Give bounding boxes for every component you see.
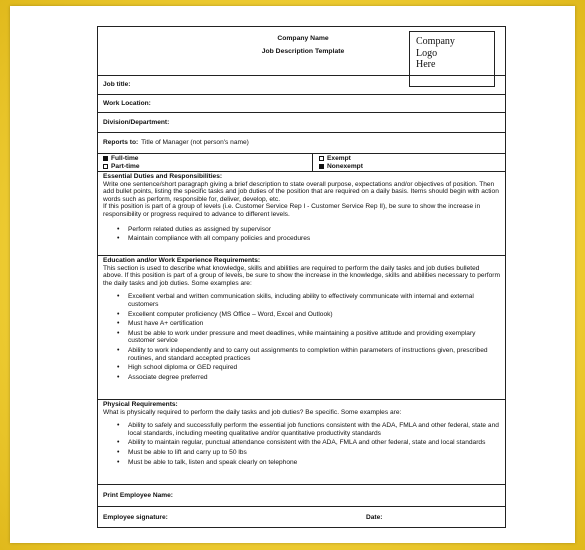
education-section [98,255,505,399]
nonexempt-option[interactable] [319,163,363,171]
education-list [103,293,500,381]
division-label: Division/Department: [103,118,170,126]
employment-type-row [98,153,505,171]
job-title-label: Job title: [103,81,131,89]
list-item: • Excellent verbal and written communication skills, including ability to effectively communicate with internal and external customers [127,293,500,308]
job-description-form [97,26,506,528]
physical-body: What is physically required to perform the daily tasks and job duties? Be specific. Some examples are: [103,408,402,416]
reports-to-row[interactable] [98,132,505,153]
list-item: • Ability to safely and successfully perform the essential job functions consistent with the ADA, FMLA and other federal, state and local standards, including meeting qualitative and/or quantitative productivity standards [127,422,500,437]
reports-to-label: Reports to: [103,139,139,147]
work-location-label: Work Location: [103,99,151,107]
part-time-option[interactable] [103,163,140,171]
list-item: • Maintain compliance with all company policies and procedures [127,235,500,243]
logo-line: Company [416,36,455,47]
list-item: • Must have A+ certification [127,320,500,328]
exempt-label: Exempt [327,155,351,162]
checkbox-checked-icon[interactable] [103,156,108,161]
employee-signature-label: Employee signature: [103,514,168,521]
print-name-label: Print Employee Name: [103,491,173,499]
date-label: Date: [366,514,383,521]
full-time-label: Full-time [111,155,139,162]
division-row[interactable] [98,112,505,132]
list-item: • Excellent computer proficiency (MS Office – Word, Excel and Outlook) [127,311,500,319]
list-item: • Associate degree preferred [127,374,500,382]
column-divider [312,154,313,171]
full-time-option[interactable] [103,155,138,163]
physical-list [103,422,500,466]
list-item: • Must be able to lift and carry up to 50 lbs [127,449,500,457]
logo-line: Here [416,59,436,70]
signature-row[interactable] [98,506,505,528]
template-title: Job Description Template [261,48,345,55]
company-name: Company Name [277,35,329,42]
essential-duties-list [103,226,500,243]
work-location-row[interactable] [98,94,505,112]
list-item: • Perform related duties as assigned by supervisor [127,226,500,234]
essential-duties-body: Write one sentence/short paragraph giving a brief description to state overall purpose, expectations and/or objectives of position. Then add bullet points, listing the specific tasks and job duties of the position that are required on a daily basis. Items should begin with action words such as perform, responsible for, deliver, develop, etc. [103,180,499,203]
nonexempt-label: Nonexempt [327,163,363,170]
checkbox-checked-icon[interactable] [319,164,324,169]
print-name-row[interactable] [98,484,505,506]
education-heading: Education and/or Work Experience Requirements: [103,257,261,264]
physical-heading: Physical Requirements: [103,401,178,408]
logo-line: Logo [416,47,438,59]
list-item: • Ability to maintain regular, punctual attendance consistent with the ADA, FMLA and other federal, state and local standards [127,439,500,447]
checkbox-unchecked-icon[interactable] [103,164,108,169]
document-page [10,6,575,543]
essential-duties-heading: Essential Duties and Responsibilities: [103,173,223,180]
exempt-option[interactable] [319,155,351,163]
part-time-label: Part-time [111,163,140,170]
list-item: • Ability to work independently and to carry out assignments to completion within parameters of instructions given, prescribed routines, and standard accepted practices [127,347,500,362]
essential-duties-body-levels: If this position is part of a group of levels (i.e. Customer Service Rep I - Customer Service Rep II), be sure to show the increase in responsibility or progress required to advance to different levels. [103,203,481,218]
job-title-row[interactable] [98,75,505,94]
reports-to-value: Title of Manager (not person's name) [141,139,249,147]
physical-requirements-section [98,399,505,484]
list-item: • Must be able to talk, listen and speak clearly on telephone [127,459,500,467]
education-body: This section is used to describe what knowledge, skills and abilities are required to perform the daily tasks and job duties bulleted above. If this position is part of a group of levels, be sure to show the increase in the knowledge, skills and abilities necessary to perform the daily tasks and job duties. Some examples are: [103,264,500,287]
checkbox-unchecked-icon[interactable] [319,156,324,161]
essential-duties-section [98,171,505,255]
list-item: • High school diploma or GED required [127,364,500,372]
list-item: • Must be able to work under pressure and meet deadlines, while maintaining a positive attitude and providing exemplary customer service [127,330,500,345]
